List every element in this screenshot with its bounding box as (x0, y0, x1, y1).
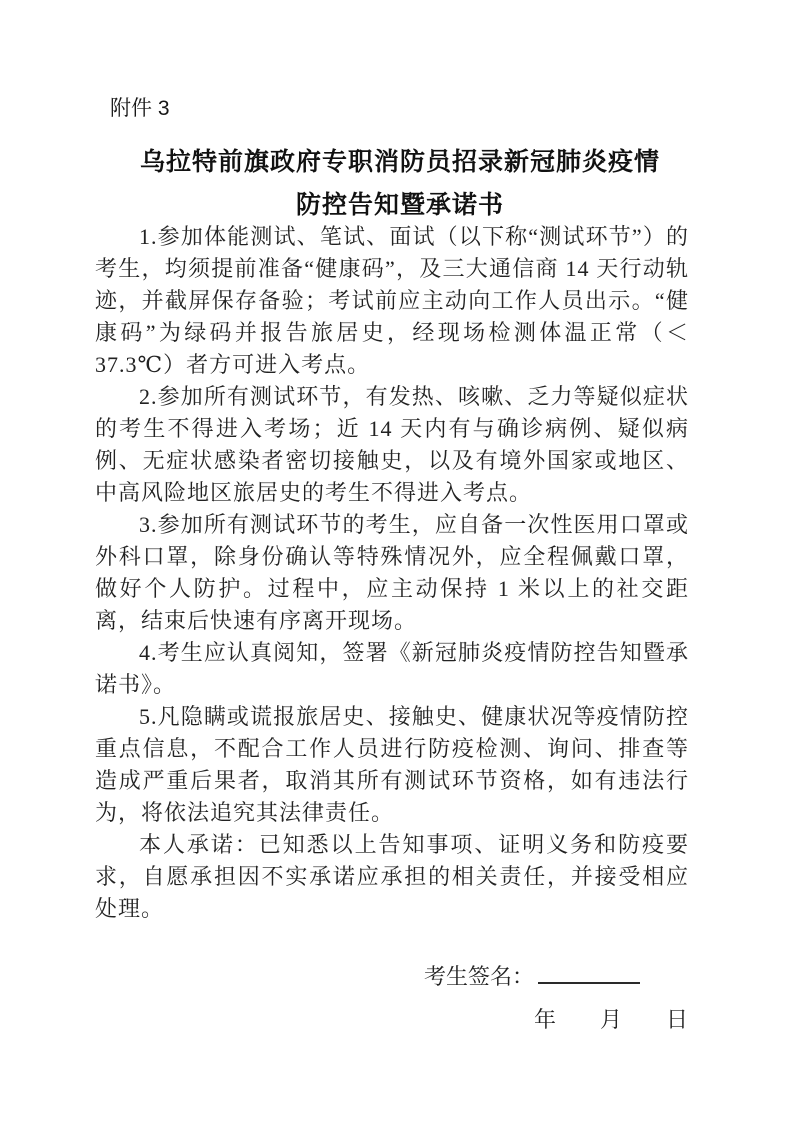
signature-block (0, 960, 800, 1035)
document-title (0, 141, 800, 227)
signature-blank-line (538, 962, 640, 984)
paragraph-6: 本人承诺：已知悉以上告知事项、证明义务和防疫要求，自愿承担因不实承诺应承担的相关责任，并接受相应处理。 (95, 832, 689, 921)
signature-row (0, 960, 800, 994)
document-body (95, 221, 689, 925)
paragraph-1: 1.参加体能测试、笔试、面试（以下称“测试环节”）的考生，均须提前准备“健康码”，及三大通信商 14 天行动轨迹，并截屏保存备验；考试前应主动向工作人员出示。“健康码”为绿码并报告旅居史，经现场检测体温正常（＜37.3℃）者方可进入考点。 (95, 224, 689, 377)
date-line: 年 月 日 (533, 1007, 688, 1032)
signature-label: 考生签名： (423, 964, 534, 989)
document-title-line-2: 防控告知暨承诺书 (295, 191, 504, 219)
document-title-line-1: 乌拉特前旗政府专职消防员招录新冠肺炎疫情 (139, 148, 660, 176)
paragraph-4: 4.考生应认真阅知，签署《新冠肺炎疫情防控告知暨承诺书》。 (95, 640, 689, 697)
paragraph-3: 3.参加所有测试环节的考生，应自备一次性医用口罩或外科口罩，除身份确认等特殊情况外，应全程佩戴口罩，做好个人防护。过程中，应主动保持 1 米以上的社交距离，结束后快速有序离开现场。 (95, 512, 689, 633)
attachment-label: 附件 3 (110, 97, 170, 120)
paragraph-5: 5.凡隐瞒或谎报旅居史、接触史、健康状况等疫情防控重点信息，不配合工作人员进行防疫检测、询问、排查等造成严重后果者，取消其所有测试环节资格，如有违法行为，将依法追究其法律责任。 (95, 704, 689, 825)
paragraph-2: 2.参加所有测试环节，有发热、咳嗽、乏力等疑似症状的考生不得进入考场；近 14 天内有与确诊病例、疑似病例、无症状感染者密切接触史，以及有境外国家或地区、中高风险地区旅居史的考生不得进入考点。 (95, 384, 689, 505)
